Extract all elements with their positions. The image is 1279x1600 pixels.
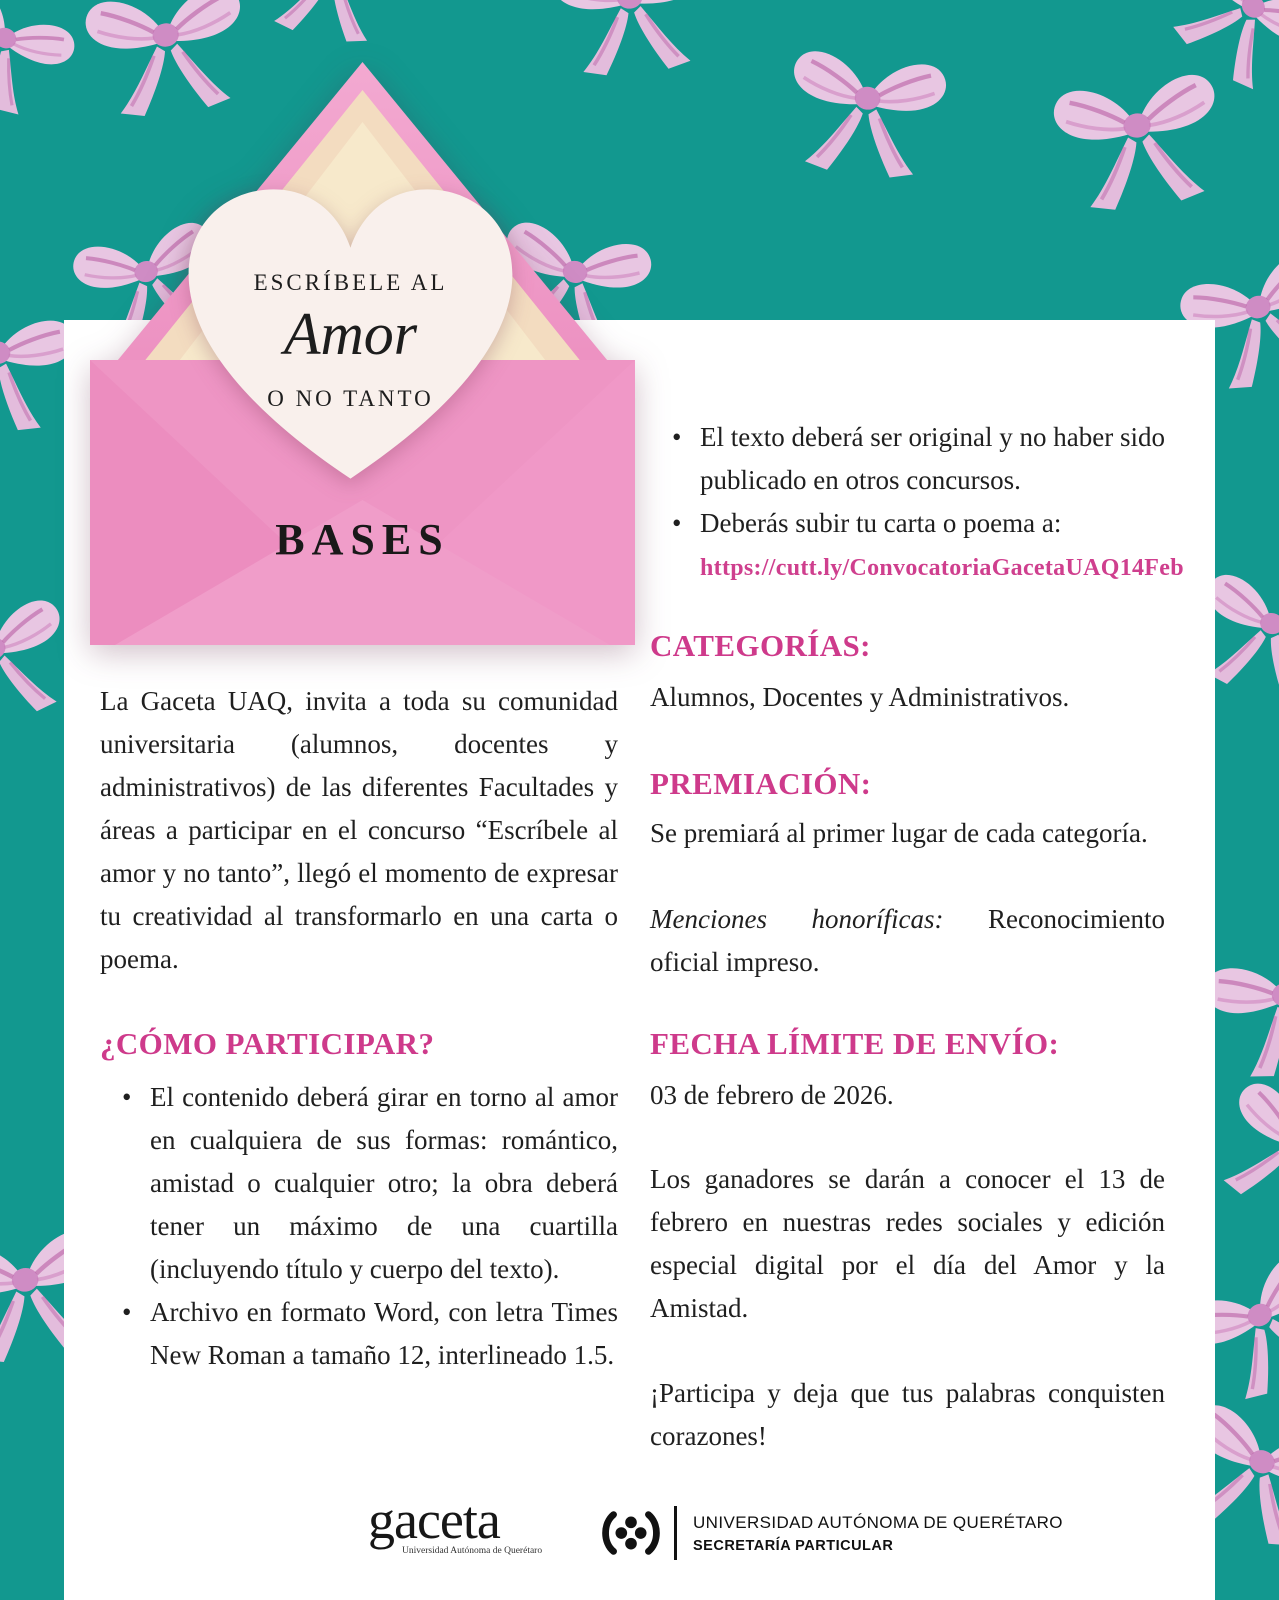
envelope-illustration (90, 62, 635, 645)
closing-paragraph: ¡Participa y deja que tus palabras conquisten corazones! (650, 1378, 1165, 1451)
awards-title: PREMIACIÓN: (650, 766, 872, 801)
categories-title: CATEGORÍAS: (650, 628, 871, 663)
heart-title-amor: Amor (283, 301, 418, 367)
heart-title-line3: O NO TANTO (267, 386, 434, 411)
how-to-participate-list (100, 1076, 618, 1377)
winners-paragraph: Los ganadores se darán a conocer el 13 de febrero en nuestras redes sociales y edición especial digital por el día del Amor y la Amistad. (650, 1164, 1165, 1323)
uaq-logo (600, 1502, 1063, 1564)
mentions-value: Reconocimiento oficial impreso. (650, 904, 1165, 977)
list-item: • El texto deberá ser original y no haber sido publicado en otros concursos. (650, 416, 1165, 502)
logo-divider (674, 1506, 677, 1560)
bow-icon (772, 32, 960, 190)
bow-icon (245, 0, 417, 56)
mentions-label: Menciones honoríficas: (650, 904, 944, 934)
list-item (650, 502, 1184, 590)
honorific-mentions (650, 898, 1165, 984)
uaq-emblem-icon (600, 1505, 662, 1561)
deadline-title: FECHA LÍMITE DE ENVÍO: (650, 1026, 1060, 1061)
rules-list (650, 416, 1184, 590)
heart-card (178, 148, 523, 520)
intro-paragraph: La Gaceta UAQ, invita a toda su comunidad universitaria (alumnos, docentes y administrativos) de las diferentes Facultades y áreas a participar en el concurso “Escríbele al amor y no tanto”, llegó el momento de expresar tu creatividad al transformarlo en una carta o poema. (100, 686, 618, 974)
deadline-text: 03 de febrero de 2026. (650, 1080, 894, 1110)
gaceta-subtitle: Universidad Autónoma de Querétaro (402, 1546, 543, 1556)
list-item: • Archivo en formato Word, con letra Times New Roman a tamaño 12, interlineado 1.5. (100, 1291, 618, 1377)
how-to-participate-title: ¿CÓMO PARTICIPAR? (100, 1026, 435, 1061)
gaceta-wordmark: gaceta (368, 1490, 500, 1550)
bow-icon (1039, 54, 1240, 224)
heart-title-line1: ESCRÍBELE AL (253, 270, 448, 295)
submission-link[interactable]: https://cutt.ly/ConvocatoriaGacetaUAQ14Feb (700, 555, 1184, 581)
awards-text: Se premiará al primer lugar de cada categoría. (650, 818, 1148, 848)
categories-text: Alumnos, Docentes y Administrativos. (650, 682, 1070, 712)
secretaria-name: SECRETARÍA PARTICULAR (693, 1537, 894, 1554)
uaq-text-block (693, 1513, 1063, 1554)
upload-instruction: Deberás subir tu carta o poema a: (700, 508, 1062, 538)
university-name: UNIVERSIDAD AUTÓNOMA DE QUERÉTARO (693, 1512, 1063, 1532)
bases-title: BASES (275, 515, 450, 564)
gaceta-logo (368, 1490, 543, 1578)
list-item: • El contenido deberá girar en torno al amor en cualquiera de sus formas: romántico, amistad o cualquier otro; la obra deberá tener un máximo de una cuartilla (incluyendo título y cuerpo del texto). (100, 1076, 618, 1291)
